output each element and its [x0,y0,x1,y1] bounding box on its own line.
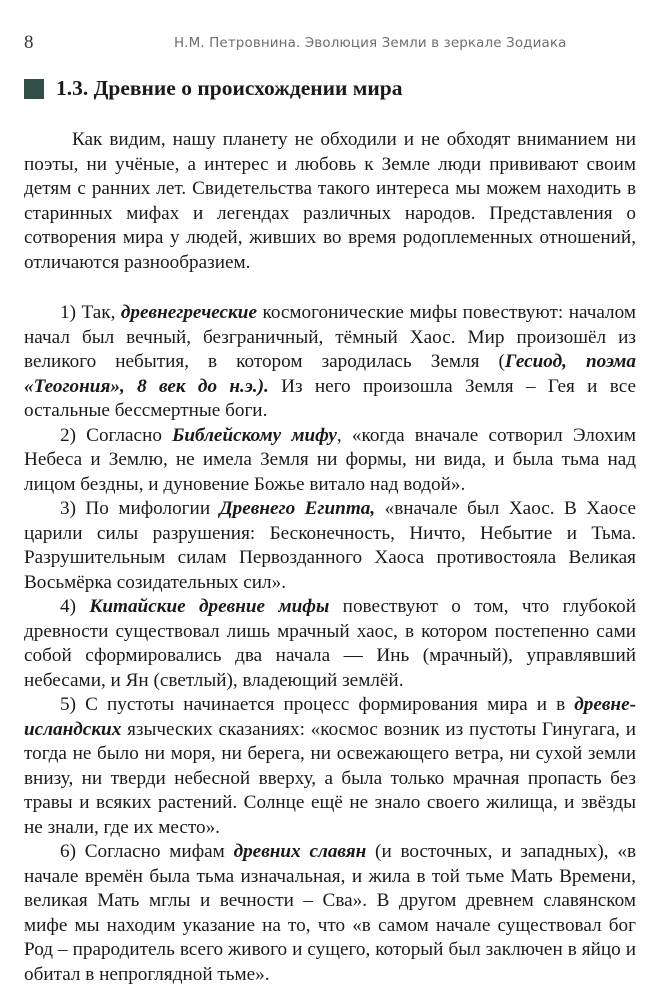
item-prefix: 3) По мифологии [60,498,220,519]
item-emphasis: Китайские древние мифы [89,596,330,617]
item-text: космогонические мифы повествуют: началом начал был вечный, безграничный, тёмный Хаос. Мир произошёл из великого небытия, в котором зародилась Земля ( [24,302,636,372]
page-number: 8 [24,32,34,53]
list-item [24,840,636,987]
intro-paragraph: Как видим, нашу планету не обходили и не обходят вниманием ни поэты, ни учёные, а интерес и любовь к Земле люди прививают своим детям с ранних лет. Свидетельства такого интереса мы можем находить в старинных мифах и легендах различных народов. Представления о сотворения мира у людей, живших во время родоплеменных отношений, отличаются разнообразием. [24,129,636,273]
item-text: (и восточных, и западных), «в начале времён была тьма изначальная, и жила в той тьме Мать Времени, великая Мать мглы и вечности – Сва». В другом древнем славянском мифе мы находим указание на то, что «в самом начале существовал бог Род – прародитель всего живого и сущего, который был заключен в яйцо и обитал в непроглядной тьме». [24,841,636,985]
item-emphasis: Древнего Египта, [219,498,376,519]
list-item [24,497,636,595]
section-title: 1.3. Древние о происхождении мира [56,76,403,100]
item-prefix: 5) С пустоты начинается процесс формирования мира и в [60,694,575,715]
section-heading [24,76,403,101]
item-text: «вначале был Хаос. В Хаосе царили силы разрушения: Бесконечность, Ничто, Небытие и Тьма. Разрушительным силам Первозданного Хаоса противостояла Великая Восьмёрка созидательных сил». [24,498,636,593]
list-item [24,424,636,498]
item-emphasis: древних славян [233,841,367,862]
item-citation: Гесиод, поэма «Теогония», 8 век до н.э.). [24,351,636,397]
item-text: , «когда вначале сотворил Элохим Небеса и Землю, не имела Земля ни формы, ни вида, и была тьма над лицом бездны, и дуновение Божье витало над водой». [24,424,636,495]
running-title: Н.М. Петровнина. Эволюция Земли в зеркале Зодиака [174,35,567,51]
item-text: языческих сказаниях: «космос возник из пустоты Гинугага, и тогда не было ни моря, ни берега, ни освежающего ветра, ни сухой земли внизу, ни тверди небесной вверху, а была только мрачная пропасть без травы и всяких растений. Солнце ещё не знало своего жилища, и звёзды не знали, где их место». [24,718,636,838]
running-header [24,32,624,54]
item-prefix: 2) Согласно [60,424,173,446]
list-item [24,301,636,424]
item-prefix: 4) [60,596,90,617]
square-bullet-icon [24,79,44,99]
list-item [24,595,636,693]
item-emphasis: древне-исландских [24,694,636,740]
item-emphasis: древнегреческие [120,302,257,323]
item-text: повествуют о том, что глубокой древности существовал лишь мрачный хаос, в котором постепенно сами собой сформировались два начала — Инь (мрачный), управлявший небесами, и Ян (светлый), владеющий землёй. [24,596,636,691]
item-prefix: 1) Так, [60,302,121,323]
item-prefix: 6) Согласно мифам [60,841,234,862]
item-text-end: Из него произошла Земля – Гея и все остальные бессмертные боги. [24,375,636,421]
item-emphasis: Библейскому мифу [172,424,337,446]
body-text [24,128,636,987]
list-item [24,693,636,840]
